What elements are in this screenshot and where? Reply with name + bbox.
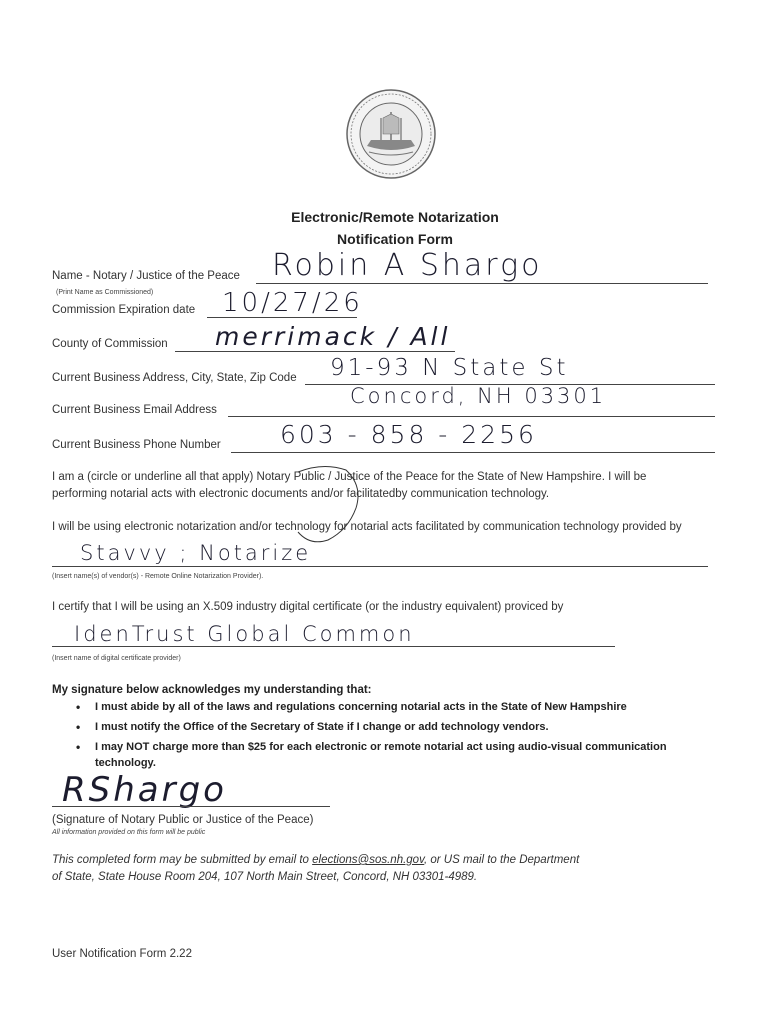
form-title: Electronic/Remote Notarization (291, 209, 499, 225)
certificate-hint: (Insert name of digital certificate provider) (52, 655, 181, 662)
signature-value: RShargo (62, 770, 227, 810)
list-item: • I may NOT charge more than $25 for each electronic or remote notarial act using audio-visual communication (70, 737, 770, 757)
name-hint: (Print Name as Commissioned) (56, 289, 154, 296)
submission-line1-pre: This completed form may be submitted by email to (52, 854, 313, 866)
county-label: County of Commission (52, 338, 168, 350)
expiration-label: Commission Expiration date (52, 304, 196, 316)
name-value: Robin A Shargo (272, 248, 543, 283)
submission-line1-post: , or US mail to the Department (423, 854, 580, 866)
vendor-statement: I will be using electronic notarization and/or technology for notarial acts facilitated by communication technology provided by (52, 521, 682, 533)
acknowledgement-list (70, 697, 770, 757)
submission-text (52, 852, 579, 886)
signature-label: (Signature of Notary Public or Justice of the Peace) (52, 814, 314, 826)
address-value-line1: 91-93 N State St (330, 355, 569, 381)
list-item: • I must abide by all of the laws and regulations concerning notarial acts in the State of New Hampshire (70, 697, 770, 717)
signature-line (52, 806, 330, 807)
vendor-value: Stavvy ; Notarize (80, 541, 312, 565)
vendor-hint: (Insert name(s) of vendor(s) - Remote Online Notarization Provider). (52, 573, 264, 580)
county-value: merrimack / All (215, 322, 451, 351)
submission-email-link[interactable]: elections@sos.nh.gov (312, 854, 424, 866)
name-label: Name - Notary / Justice of the Peace (52, 270, 240, 282)
email-line (228, 416, 715, 417)
certificate-statement: I certify that I will be using an X.509 industry digital certificate (or the industry equivalent) proviced by (52, 601, 564, 613)
phone-value: 603 - 858 - 2256 (280, 420, 537, 449)
form-id: User Notification Form 2.22 (52, 948, 192, 960)
expiration-value: 10/27/26 (222, 288, 363, 318)
form-subtitle: Notification Form (337, 231, 453, 247)
address-label: Current Business Address, City, State, Zip Code (52, 372, 297, 384)
name-line (256, 283, 708, 284)
phone-label: Current Business Phone Number (52, 439, 221, 451)
list-item: • I must notify the Office of the Secretary of State if I change or add technology vendors. (70, 717, 770, 737)
email-label: Current Business Email Address (52, 404, 217, 416)
certificate-line (52, 646, 615, 647)
state-seal (345, 88, 437, 180)
declaration-line2: performing notarial acts with electronic documents and/or facilitatedby communication technology. (52, 488, 550, 500)
signature-hint: All information provided on this form will be public (52, 829, 206, 836)
declaration-line1: I am a (circle or underline all that apply) Notary Public / Justice of the Peace for the State of New Hampshire. I will be (52, 471, 647, 483)
vendor-line (52, 566, 708, 567)
acknowledgement-item3-cont: technology. (95, 757, 156, 769)
county-line (175, 351, 455, 352)
declaration (52, 469, 752, 503)
submission-line2: of State, State House Room 204, 107 North Main Street, Concord, NH 03301-4989. (52, 871, 478, 883)
address-value-line2: Concord, NH 03301 (350, 384, 607, 408)
circle-mark (268, 460, 378, 550)
acknowledgement-heading: My signature below acknowledges my understanding that: (52, 684, 372, 696)
phone-line (231, 452, 715, 453)
certificate-value: IdenTrust Global Common (74, 622, 415, 646)
